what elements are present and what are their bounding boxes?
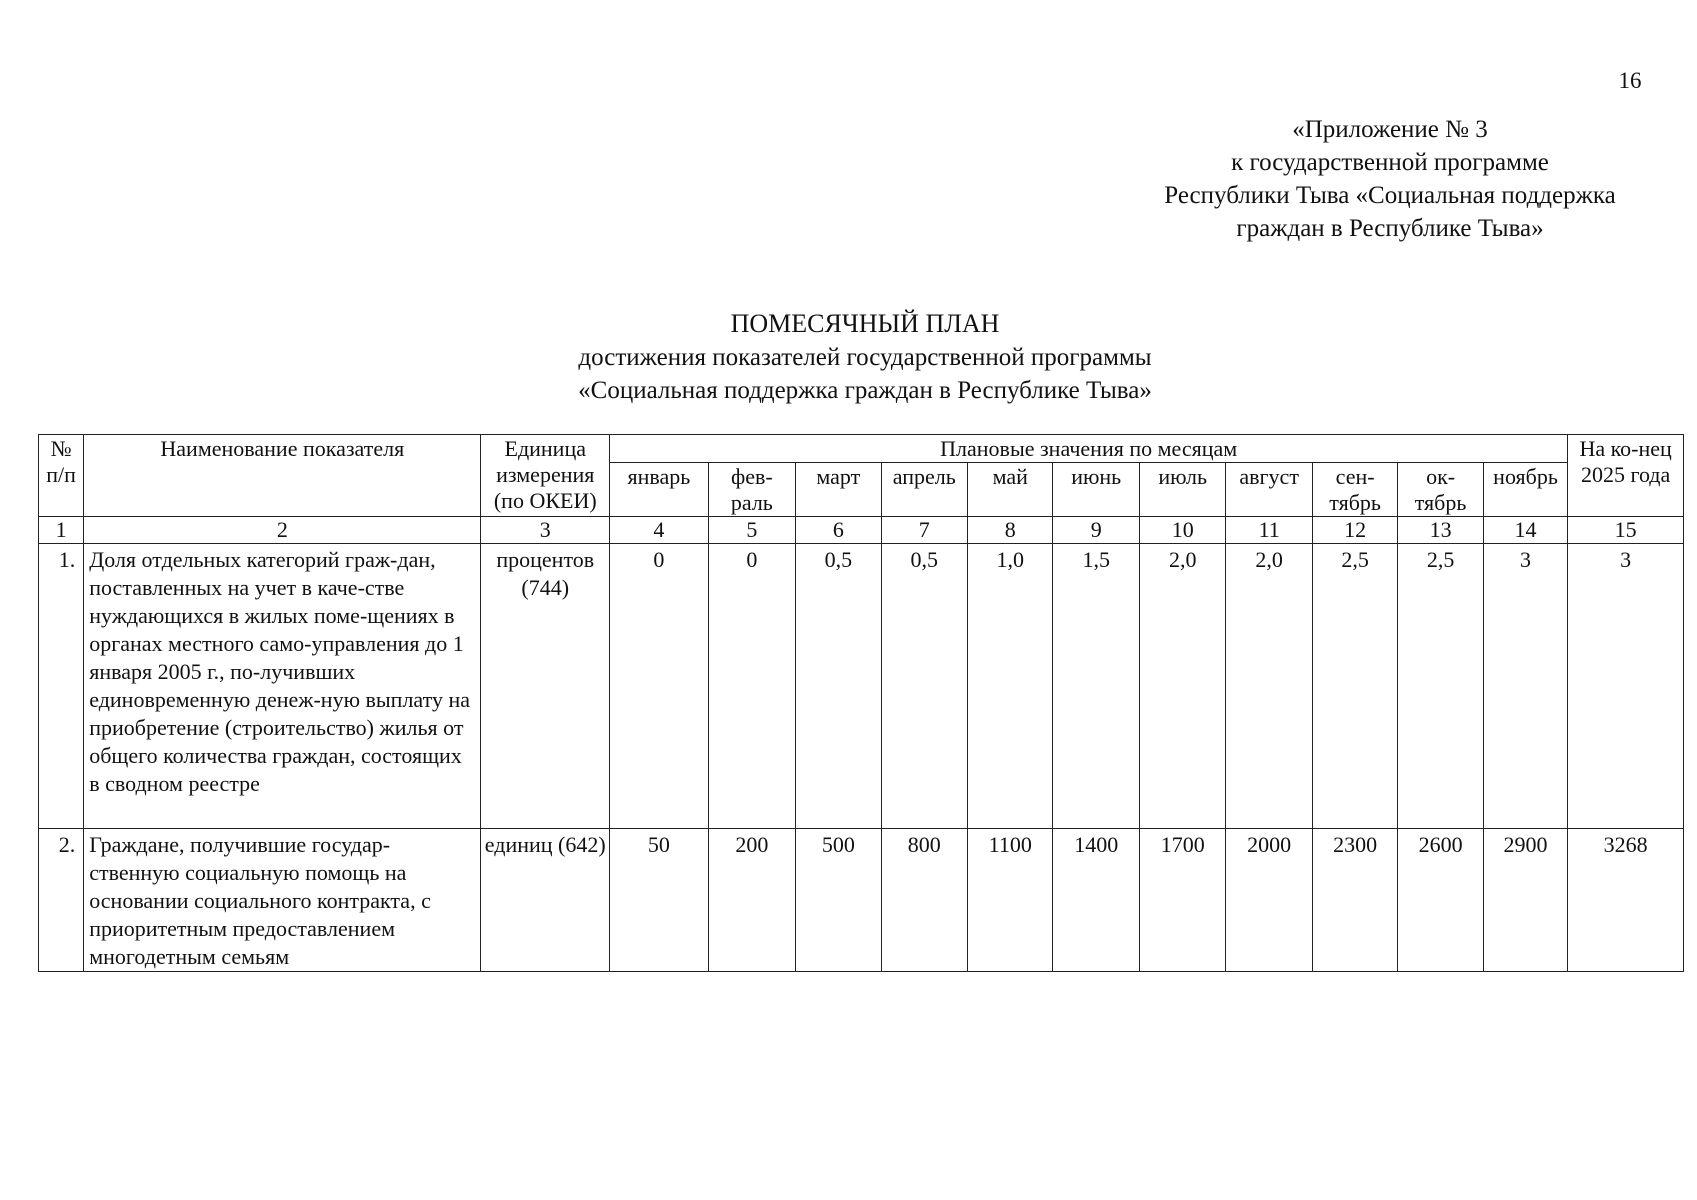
- indicator-unit: единиц (642): [481, 829, 610, 972]
- row-number: 2.: [39, 829, 84, 972]
- month-value: 50: [610, 829, 709, 972]
- header-num: № п/п: [39, 435, 84, 517]
- monthly-plan-table: [38, 434, 1684, 972]
- header-month: июнь: [1053, 463, 1139, 517]
- month-value: 3: [1483, 544, 1567, 829]
- header-month: июль: [1139, 463, 1225, 517]
- table-row: [39, 829, 1684, 972]
- month-value: 1100: [968, 829, 1053, 972]
- month-value: 1700: [1139, 829, 1225, 972]
- month-value: 2600: [1398, 829, 1483, 972]
- column-number: 4: [610, 517, 709, 544]
- document-title: [0, 307, 1697, 407]
- indicator-unit: процентов (744): [481, 544, 610, 829]
- page-number: 16: [1618, 68, 1642, 93]
- month-value: 1,0: [968, 544, 1053, 829]
- header-unit: Единица измерения (по ОКЕИ): [481, 435, 610, 517]
- column-number: 14: [1483, 517, 1567, 544]
- column-number: 2: [84, 517, 481, 544]
- indicator-name: Доля отдельных категорий граж-дан, поставленных на учет в каче-стве нуждающихся в жилых поме-щениях в органах местного само-управления до 1 января 2005 г., по-лучивших единовременную денеж-ную выплату на приобретение (строительство) жилья от общего количества граждан, состоящих в сводном реестре: [84, 544, 481, 829]
- header-plan-values: Плановые значения по месяцам: [610, 435, 1568, 463]
- column-number: 8: [968, 517, 1053, 544]
- title-subtitle: достижения показателей государственной программы: [578, 344, 1152, 371]
- header-row: [39, 435, 1684, 463]
- month-value: 0,5: [796, 544, 881, 829]
- title-main: ПОМЕСЯЧНЫЙ ПЛАН: [730, 309, 1000, 338]
- column-number: 6: [796, 517, 881, 544]
- column-number: 15: [1568, 517, 1684, 544]
- month-value: 2,0: [1226, 544, 1312, 829]
- header-month: сен-тябрь: [1312, 463, 1397, 517]
- appendix-line: «Приложение № 3: [1292, 116, 1488, 143]
- month-value: 0: [610, 544, 709, 829]
- end-of-year-value: 3: [1568, 544, 1684, 829]
- title-program-name: «Социальная поддержка граждан в Республике Тыва»: [578, 377, 1152, 404]
- header-month: март: [796, 463, 881, 517]
- column-number: 11: [1226, 517, 1312, 544]
- month-value: 2900: [1483, 829, 1567, 972]
- column-number: 7: [881, 517, 967, 544]
- column-number: 9: [1053, 517, 1139, 544]
- header-month: ноябрь: [1483, 463, 1567, 517]
- header-month: август: [1226, 463, 1312, 517]
- indicator-name: Граждане, получившие государ-ственную социальную помощь на основании социального контракта, с приоритетным предоставлением многодетным семьям: [84, 829, 481, 972]
- header-end-of-year: На ко-нец 2025 года: [1568, 435, 1684, 517]
- header-month: ок-тябрь: [1398, 463, 1483, 517]
- appendix-line: граждан в Республике Тыва»: [1236, 215, 1544, 242]
- row-number: 1.: [39, 544, 84, 829]
- month-value: 200: [708, 829, 795, 972]
- appendix-line: к государственной программе: [1231, 149, 1549, 176]
- column-number: 5: [708, 517, 795, 544]
- column-number: 3: [481, 517, 610, 544]
- month-value: 500: [796, 829, 881, 972]
- month-value: 2,0: [1139, 544, 1225, 829]
- month-value: 0: [708, 544, 795, 829]
- month-value: 2,5: [1398, 544, 1483, 829]
- month-value: 2000: [1226, 829, 1312, 972]
- month-value: 2,5: [1312, 544, 1397, 829]
- column-number: 13: [1398, 517, 1483, 544]
- column-number: 1: [39, 517, 84, 544]
- appendix-line: Республики Тыва «Социальная поддержка: [1164, 182, 1616, 209]
- month-value: 0,5: [881, 544, 967, 829]
- appendix-note: [1110, 113, 1670, 245]
- month-value: 1,5: [1053, 544, 1139, 829]
- month-value: 1400: [1053, 829, 1139, 972]
- header-month: май: [968, 463, 1053, 517]
- table-row: [39, 544, 1684, 829]
- column-number: 12: [1312, 517, 1397, 544]
- header-month: январь: [610, 463, 709, 517]
- header-month: фев-раль: [708, 463, 795, 517]
- end-of-year-value: 3268: [1568, 829, 1684, 972]
- header-month: апрель: [881, 463, 967, 517]
- column-number: 10: [1139, 517, 1225, 544]
- header-indicator-name: Наименование показателя: [84, 435, 481, 517]
- column-number-row: [39, 517, 1684, 544]
- month-value: 800: [881, 829, 967, 972]
- month-value: 2300: [1312, 829, 1397, 972]
